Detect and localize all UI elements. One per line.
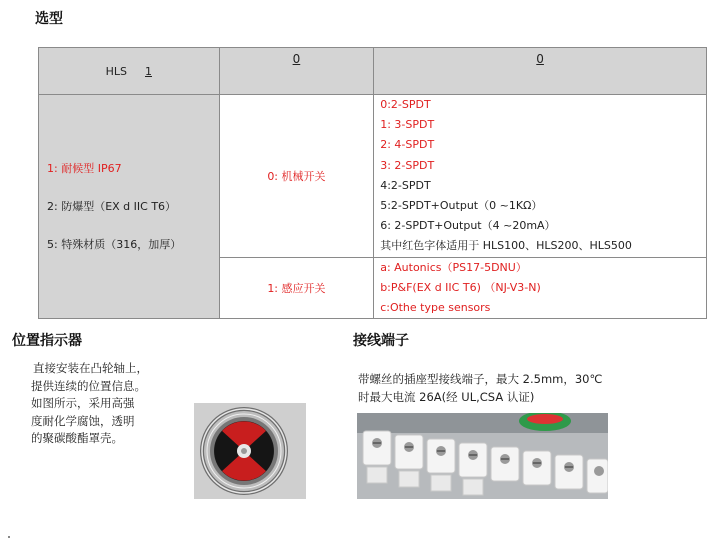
- description-line: 直接安装在凸轮轴上，: [33, 361, 148, 375]
- header-option-code-cell: [374, 48, 707, 95]
- terminal-block-photo: [357, 413, 608, 499]
- description-line: 提供连续的位置信息。: [31, 378, 146, 393]
- position-indicator-heading: 位置指示器: [12, 333, 82, 349]
- switch-option: 5:2-SPDT+Output（0 ~1KΩ）: [380, 199, 543, 213]
- material-option: 2: 防爆型（EX d IIC T6）: [47, 199, 177, 213]
- proximity-options-cell: [374, 257, 707, 319]
- mechanical-options-cell: [374, 95, 707, 258]
- material-option: 5: 特殊材质（316，加厚）: [47, 237, 182, 251]
- sensor-option: c:Othe type sensors: [380, 301, 491, 315]
- terminal-heading: 接线端子: [353, 333, 409, 349]
- switch-option: 4:2-SPDT: [380, 178, 431, 192]
- mechanical-switch-cell: 0: 机械开关: [219, 95, 374, 258]
- description-line: 带螺丝的插座型接线端子，最大 2.5mm，30℃: [358, 372, 603, 386]
- header-switch-code-cell: [219, 48, 374, 95]
- switch-option: 6: 2-SPDT+Output（4 ~20mA）: [380, 219, 556, 233]
- switch-option: 3: 2-SPDT: [380, 158, 435, 172]
- sensor-option: b:P&F(EX d IIC T6) （NJ-V3-N): [380, 280, 541, 294]
- material-options-cell: [39, 95, 220, 319]
- description-line: 时最大电流 26A(经 UL,CSA 认证): [358, 389, 535, 404]
- description-line: 的聚碳酸酯罩壳。: [31, 431, 123, 445]
- switch-option: 1: 3-SPDT: [380, 118, 435, 132]
- header-model-cell: [39, 48, 220, 95]
- terminal-description: [358, 371, 602, 406]
- table-row: [39, 95, 707, 258]
- proximity-switch-cell: 1: 感应开关: [219, 257, 374, 319]
- table-header-row: [39, 48, 707, 95]
- switch-option: 0:2-SPDT: [380, 98, 431, 111]
- page-title: 选型: [35, 11, 63, 27]
- switch-option: 2: 4-SPDT: [380, 138, 435, 152]
- red-text-note: 其中红色字体适用于 HLS100、HLS200、HLS500: [380, 239, 632, 253]
- description-line: 如图所示，采用高强: [31, 396, 135, 410]
- switch-code: 0: [292, 52, 301, 66]
- model-code: HLS: [105, 64, 127, 78]
- position-indicator-photo: [194, 403, 306, 499]
- option-code: 0: [536, 52, 544, 66]
- model-digit: 1: [145, 64, 152, 78]
- description-line: 度耐化学腐蚀，透明: [31, 413, 135, 428]
- material-option: 1: 耐候型 IP67: [47, 161, 122, 175]
- stray-dot: [8, 536, 10, 538]
- sensor-option: a: Autonics（PS17-5DNU）: [380, 260, 527, 274]
- position-indicator-description: [31, 360, 148, 448]
- selection-table: [38, 47, 707, 319]
